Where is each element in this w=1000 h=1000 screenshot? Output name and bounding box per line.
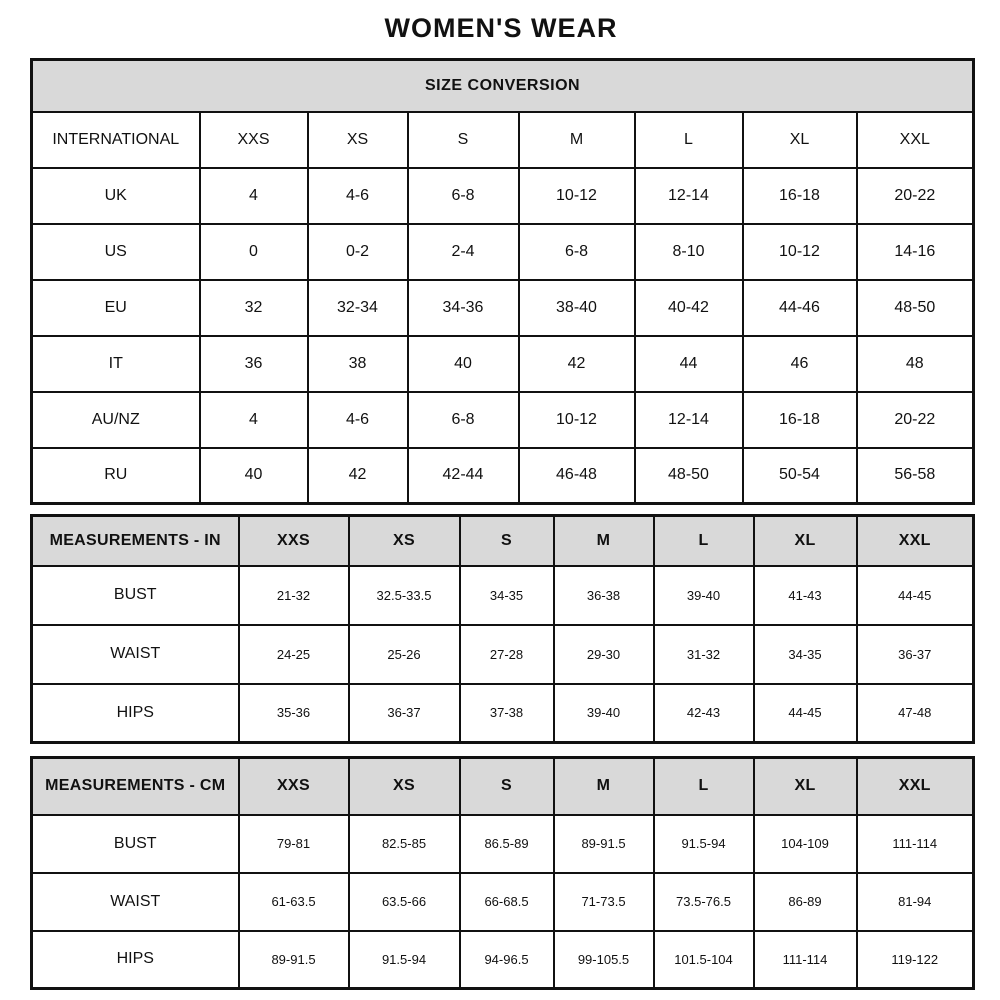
table-row <box>32 392 974 448</box>
column-header-m: M <box>554 516 654 566</box>
size-cell: 40-42 <box>635 280 743 336</box>
size-cell: 36 <box>200 336 308 392</box>
size-cell: 56-58 <box>857 448 974 504</box>
table-row <box>32 625 974 684</box>
row-label-bust: BUST <box>32 566 239 625</box>
measurement-cell: 79-81 <box>239 815 349 873</box>
measurement-cell: 39-40 <box>554 684 654 743</box>
row-label-eu: EU <box>32 280 200 336</box>
column-header-s: S <box>460 516 554 566</box>
size-cell: 48-50 <box>635 448 743 504</box>
measurement-cell: 81-94 <box>857 873 974 931</box>
column-header-m: M <box>519 112 635 168</box>
measurement-cell: 111-114 <box>754 931 857 989</box>
column-header-xxs: XXS <box>200 112 308 168</box>
row-label-waist: WAIST <box>32 625 239 684</box>
size-cell: 4 <box>200 168 308 224</box>
size-cell: 32-34 <box>308 280 408 336</box>
measurement-cell: 119-122 <box>857 931 974 989</box>
column-header-xs: XS <box>349 516 460 566</box>
column-header-international: INTERNATIONAL <box>32 112 200 168</box>
measurement-cell: 61-63.5 <box>239 873 349 931</box>
measurement-cell: 91.5-94 <box>654 815 754 873</box>
size-cell: 0 <box>200 224 308 280</box>
size-cell: 14-16 <box>857 224 974 280</box>
size-cell: 40 <box>200 448 308 504</box>
table-row <box>32 60 974 112</box>
size-cell: 50-54 <box>743 448 857 504</box>
page-title: WOMEN'S WEAR <box>384 13 618 43</box>
size-cell: 16-18 <box>743 392 857 448</box>
measurement-cell: 47-48 <box>857 684 974 743</box>
table-row <box>32 931 974 989</box>
size-cell: 48-50 <box>857 280 974 336</box>
measurement-cell: 39-40 <box>654 566 754 625</box>
size-cell: 38-40 <box>519 280 635 336</box>
measurements-in-table <box>30 514 975 744</box>
row-label-uk: UK <box>32 168 200 224</box>
size-cell: 10-12 <box>519 392 635 448</box>
measurement-cell: 42-43 <box>654 684 754 743</box>
row-label-us: US <box>32 224 200 280</box>
table-row <box>32 873 974 931</box>
size-cell: 8-10 <box>635 224 743 280</box>
measurement-cell: 71-73.5 <box>554 873 654 931</box>
size-cell: 10-12 <box>743 224 857 280</box>
size-cell: 2-4 <box>408 224 519 280</box>
size-cell: 32 <box>200 280 308 336</box>
column-header-xl: XL <box>743 112 857 168</box>
measurement-cell: 94-96.5 <box>460 931 554 989</box>
measurement-cell: 36-37 <box>349 684 460 743</box>
table-row <box>32 112 974 168</box>
size-cell: 20-22 <box>857 168 974 224</box>
column-header-xxs: XXS <box>239 516 349 566</box>
size-conversion-table <box>30 58 975 505</box>
measurement-cell: 32.5-33.5 <box>349 566 460 625</box>
measurement-cell: 101.5-104 <box>654 931 754 989</box>
column-header-xxl: XXL <box>857 516 974 566</box>
size-cell: 42 <box>308 448 408 504</box>
table-row <box>32 224 974 280</box>
row-label-it: IT <box>32 336 200 392</box>
table-row <box>32 280 974 336</box>
size-cell: 6-8 <box>519 224 635 280</box>
measurement-cell: 35-36 <box>239 684 349 743</box>
table-row <box>32 684 974 743</box>
size-cell: 10-12 <box>519 168 635 224</box>
measurement-cell: 73.5-76.5 <box>654 873 754 931</box>
column-header-xxl: XXL <box>857 758 974 815</box>
table-row <box>32 168 974 224</box>
size-cell: 42-44 <box>408 448 519 504</box>
column-header-xxs: XXS <box>239 758 349 815</box>
table-row <box>32 336 974 392</box>
measurement-cell: 44-45 <box>857 566 974 625</box>
size-cell: 6-8 <box>408 168 519 224</box>
column-header-s: S <box>460 758 554 815</box>
measurement-cell: 89-91.5 <box>554 815 654 873</box>
measurements-cm-table <box>30 756 975 990</box>
measurement-cell: 21-32 <box>239 566 349 625</box>
column-header-xxl: XXL <box>857 112 974 168</box>
measurement-cell: 63.5-66 <box>349 873 460 931</box>
row-label-hips: HIPS <box>32 684 239 743</box>
measurements-in-header: MEASUREMENTS - IN <box>32 516 239 566</box>
measurement-cell: 34-35 <box>460 566 554 625</box>
size-cell: 40 <box>408 336 519 392</box>
size-cell: 6-8 <box>408 392 519 448</box>
measurement-cell: 99-105.5 <box>554 931 654 989</box>
measurement-cell: 66-68.5 <box>460 873 554 931</box>
size-cell: 48 <box>857 336 974 392</box>
measurement-cell: 111-114 <box>857 815 974 873</box>
column-header-xl: XL <box>754 516 857 566</box>
size-cell: 42 <box>519 336 635 392</box>
column-header-s: S <box>408 112 519 168</box>
table-row <box>32 758 974 815</box>
column-header-m: M <box>554 758 654 815</box>
size-cell: 44 <box>635 336 743 392</box>
measurement-cell: 36-37 <box>857 625 974 684</box>
column-header-l: L <box>654 758 754 815</box>
measurements-cm-header: MEASUREMENTS - CM <box>32 758 239 815</box>
row-label-bust: BUST <box>32 815 239 873</box>
column-header-xs: XS <box>349 758 460 815</box>
size-cell: 4 <box>200 392 308 448</box>
column-header-xs: XS <box>308 112 408 168</box>
measurement-cell: 36-38 <box>554 566 654 625</box>
measurement-cell: 34-35 <box>754 625 857 684</box>
size-cell: 4-6 <box>308 392 408 448</box>
measurement-cell: 104-109 <box>754 815 857 873</box>
measurement-cell: 82.5-85 <box>349 815 460 873</box>
measurement-cell: 86.5-89 <box>460 815 554 873</box>
size-cell: 20-22 <box>857 392 974 448</box>
column-header-l: L <box>635 112 743 168</box>
size-cell: 4-6 <box>308 168 408 224</box>
measurement-cell: 89-91.5 <box>239 931 349 989</box>
measurement-cell: 41-43 <box>754 566 857 625</box>
table-row <box>32 815 974 873</box>
measurement-cell: 86-89 <box>754 873 857 931</box>
row-label-aunz: AU/NZ <box>32 392 200 448</box>
row-label-hips: HIPS <box>32 931 239 989</box>
size-cell: 16-18 <box>743 168 857 224</box>
size-cell: 46-48 <box>519 448 635 504</box>
measurement-cell: 29-30 <box>554 625 654 684</box>
table-row <box>32 448 974 504</box>
table-row <box>32 516 974 566</box>
measurement-cell: 91.5-94 <box>349 931 460 989</box>
measurement-cell: 27-28 <box>460 625 554 684</box>
size-cell: 12-14 <box>635 168 743 224</box>
column-header-l: L <box>654 516 754 566</box>
measurement-cell: 37-38 <box>460 684 554 743</box>
size-cell: 12-14 <box>635 392 743 448</box>
measurement-cell: 44-45 <box>754 684 857 743</box>
measurement-cell: 25-26 <box>349 625 460 684</box>
size-cell: 0-2 <box>308 224 408 280</box>
size-cell: 34-36 <box>408 280 519 336</box>
measurement-cell: 24-25 <box>239 625 349 684</box>
size-cell: 44-46 <box>743 280 857 336</box>
size-cell: 38 <box>308 336 408 392</box>
row-label-waist: WAIST <box>32 873 239 931</box>
measurement-cell: 31-32 <box>654 625 754 684</box>
column-header-xl: XL <box>754 758 857 815</box>
table-row <box>32 566 974 625</box>
size-cell: 46 <box>743 336 857 392</box>
size-conversion-header: SIZE CONVERSION <box>32 60 974 112</box>
row-label-ru: RU <box>32 448 200 504</box>
